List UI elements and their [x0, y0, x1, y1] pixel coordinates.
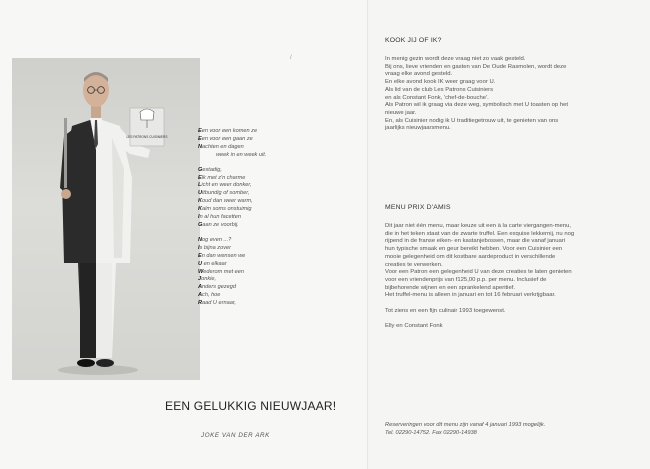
poem-line: Gaan ze voorbij.	[198, 221, 239, 228]
body-line: voor een vriendenprijs van f125,00 p.p. per menu. Inclusief de	[385, 276, 547, 283]
closing-line: Tot ziens en een fijn culinair 1993 toegewenst.	[385, 307, 506, 314]
poem-line: Jonkie,	[198, 276, 217, 283]
poem-line: Licht en weer donker,	[198, 182, 252, 189]
poem-line: Uitbundig of somber,	[198, 190, 250, 197]
poem-line: Kalm soms onstuimig	[198, 206, 252, 213]
body-line: In menig gezin wordt deze vraag niet zo vaak gesteld.	[385, 56, 526, 62]
poem-line: Nog even ...?	[198, 236, 232, 243]
poem-line: Elk met z'n charme	[198, 174, 246, 181]
body-line: hun typische smaak en geur bereikt hebben. Voor een Cuisinier een	[385, 246, 563, 253]
body-line: en als Constant Fonk, 'chef-de-bouche'.	[385, 94, 489, 101]
signature-line: Elly en Constant Fonk	[385, 323, 443, 330]
poem-line: En dan wensen we	[198, 252, 246, 259]
reservation-line: Reserveringen voor dit menu zijn vanaf 4 januari 1993 mogelijk.	[385, 422, 546, 428]
chef-photo	[12, 58, 200, 380]
poem-stanza-3	[198, 237, 333, 308]
poem-line: U en elkaar	[198, 260, 227, 267]
body-line: Het truffel-menu is alleen in januari en tot 16 februari verkrijgbaar.	[385, 292, 556, 299]
section-heading-kook: KOOK JIJ OF IK?	[385, 37, 442, 44]
section-body-kook	[385, 56, 643, 133]
poem-line: Anders gezegd	[198, 284, 236, 291]
poem-line: Ach, hoe	[198, 292, 221, 299]
chef-figure	[12, 58, 200, 380]
body-line: Als Patron wil ik graag via deze weg, symbolisch met U toasten op het	[385, 102, 569, 109]
poem-line: Een voor een komen ze	[198, 128, 258, 134]
poem	[198, 128, 333, 315]
poem-stanza-1	[198, 128, 333, 160]
new-year-title: EEN GELUKKIG NIEUWJAAR!	[165, 399, 337, 413]
contact-line: Tel. 02290-14752. Fax 02290-14938	[385, 430, 477, 436]
poem-line: Wederom met een	[198, 268, 245, 275]
poem-stanza-2	[198, 167, 333, 230]
body-line: Voor een Patron een gelegenheid U van deze creaties te laten genieten	[385, 269, 572, 276]
poem-line: Koud dan weer warm,	[198, 198, 253, 205]
body-line: Dit jaar niet één menu, maar keuze uit een à la carte viergangen-menu,	[385, 223, 571, 229]
page-fold	[367, 0, 369, 469]
body-line: nieuwe jaar.	[385, 109, 417, 116]
body-line: rijpend in de franse eiken- en kastanjebossen, maar die vanaf januari	[385, 238, 566, 245]
spacer	[385, 300, 643, 308]
body-line: En, als Cuisinier nodig ik U traditiegetrouw uit, te genieten van ons	[385, 117, 559, 124]
spacer	[385, 315, 643, 323]
body-line: Bij ons, lieve vrienden en gasten van De Oude Rasmolen, wordt deze	[385, 63, 567, 70]
sign-text: LES PATRONS CUISINIERS	[126, 135, 168, 139]
poem-line: Gestadig,	[198, 166, 222, 173]
body-line: bijbehorende wijnen en een sprankelend aperitief.	[385, 284, 516, 291]
body-line: En elke avond kook IK weer graag voor U.	[385, 79, 496, 86]
poem-line: Nachten en dagen	[198, 143, 244, 150]
body-line: jaarlijks nieuwjaarsmenu.	[385, 125, 451, 132]
margin-mark: /	[290, 55, 292, 61]
body-line: Als lid van de club Les Patrons Cuisiniers	[385, 86, 494, 93]
poem-line: Een voor een gaan ze	[198, 135, 253, 142]
body-line: die in het teken staat van de zwarte truffel. Een exquise lekkernij, nu nog	[385, 230, 575, 237]
poem-line: In al hun facetten	[198, 214, 241, 221]
body-line: mooie gelegenheid om dit kostbare aardeproduct in verschillende	[385, 253, 556, 260]
body-line: creaties te verwerken.	[385, 261, 443, 268]
section-heading-menu: MENU PRIX D'AMIS	[385, 204, 451, 211]
reservation-info	[385, 421, 643, 437]
body-line: vraag elke avond gesteld.	[385, 71, 453, 78]
poem-line: week in en week uit.	[216, 151, 267, 158]
section-body-menu	[385, 223, 643, 331]
poem-line: Raad U ernaar,	[198, 300, 236, 307]
poem-line: Is bijna zover	[198, 244, 231, 251]
poem-author: JOKE VAN DER ARK	[201, 432, 270, 439]
